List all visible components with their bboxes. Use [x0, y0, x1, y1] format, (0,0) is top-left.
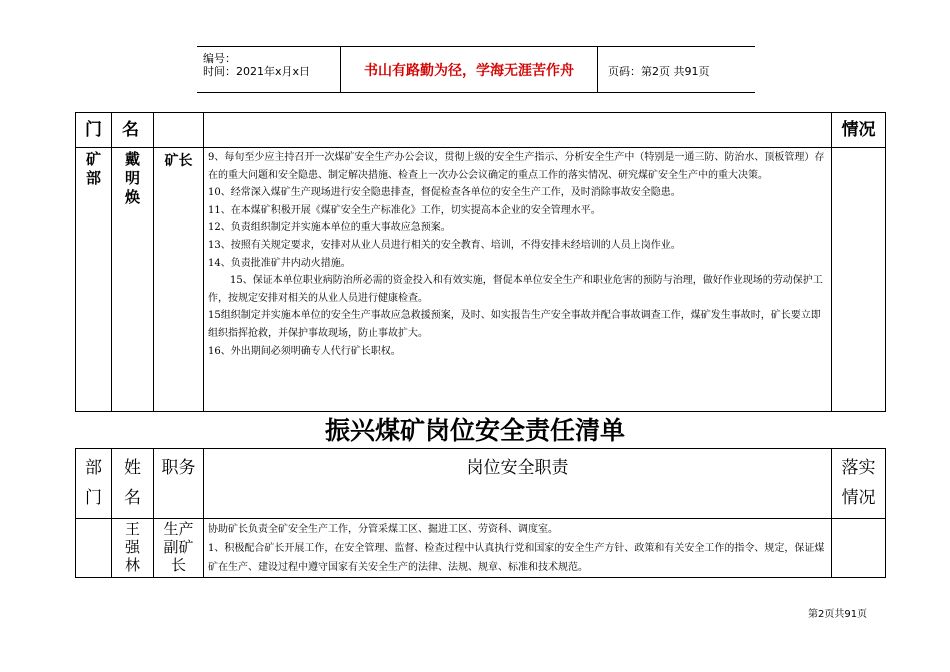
- name-cell: [112, 148, 154, 412]
- role-cell: 矿长: [154, 148, 204, 412]
- duty-item: 9、每旬至少应主持召开一次煤矿安全生产办公会议，贯彻上级的安全生产指示、分析安全生产中（特别是一通三防、防治水、顶板管理）存在的重大问题和安全隐患、制定解决措施、检查上一次办公会议确定的重点工作的落实情况、研究煤矿安全生产中的重大决策。: [208, 152, 825, 181]
- header-name: [112, 449, 154, 519]
- name-cell: [112, 519, 154, 578]
- table-row: [76, 148, 886, 412]
- table-row: [76, 519, 886, 578]
- header-status-text: 落实情况: [841, 458, 876, 508]
- duty-item: 10、经常深入煤矿生产现场进行安全隐患排查，督促检查各单位的安全生产工作，及时消除事故安全隐患。: [208, 187, 681, 199]
- motto-text: 书山有路勤为径，学海无涯苦作舟: [364, 63, 574, 79]
- duty-item: 16、外出期间必须明确专人代行矿长职权。: [208, 345, 401, 357]
- duties-cell: [204, 519, 832, 578]
- header-dept: [76, 449, 112, 519]
- duty-table-continued: [75, 112, 886, 412]
- header-duty: 岗位安全职责: [204, 449, 832, 519]
- header-status: [832, 449, 886, 519]
- page-number-label: 页码：第2页 共91页: [608, 65, 710, 78]
- duty-item: 协助矿长负责全矿安全生产工作，分管采煤工区、掘进工区、劳资科、调度室。: [208, 524, 558, 535]
- duties-cell: [204, 148, 832, 412]
- page-footer: 第2页共91页: [808, 609, 868, 620]
- header-dept-fragment: 门: [76, 113, 112, 148]
- duty-item: 13、按照有关规定要求，安排对从业人员进行相关的安全教育、培训，不得安排未经培训的人员上岗作业。: [208, 239, 681, 251]
- number-label: 编号：: [203, 52, 236, 65]
- dept-cell: [76, 519, 112, 578]
- name-text: 戴明焕: [124, 150, 140, 206]
- header-role-fragment: [154, 113, 204, 148]
- time-label: 时间：2021年x月x日: [203, 65, 311, 78]
- duty-item: 14、负责批准矿井内动火措施。: [208, 257, 351, 269]
- name-text: 王强林: [124, 520, 140, 574]
- dept-cell: [76, 148, 112, 412]
- duty-item: 12、负责组织制定并实施本单位的重大事故应急预案。: [208, 222, 451, 234]
- header-meta-cell: [197, 47, 341, 92]
- duty-table: [75, 448, 886, 578]
- table-header-row: [76, 113, 886, 148]
- header-status-fragment: 情况: [832, 113, 886, 148]
- status-cell: [832, 519, 886, 578]
- duty-item: 1、积极配合矿长开展工作，在安全管理、监督、检查过程中认真执行党和国家的安全生产方针、政策和有关安全工作的指令、规定，保证煤矿在生产、建设过程中遵守国家有关安全生产的法律、法规、规章、标准和技术规范。: [208, 543, 825, 573]
- header-page-cell: [598, 47, 755, 92]
- duty-item: 15、保证本单位职业病防治所必需的资金投入和有效实施，督促本单位安全生产和职业危害的预防与治理，做好作业现场的劳动保护工作，按规定安排对相关的从业人员进行健康检查。: [208, 275, 823, 304]
- duty-item: 11、在本煤矿积极开展《煤矿安全生产标准化》工作，切实提高本企业的安全管理水平。: [208, 204, 601, 216]
- document-title: 振兴煤矿岗位安全责任清单: [324, 416, 625, 445]
- role-cell: [154, 519, 204, 578]
- page-header: [197, 46, 755, 93]
- header-motto-cell: [341, 47, 598, 92]
- status-cell: [832, 148, 886, 412]
- table-header-row: [76, 449, 886, 519]
- header-name-text: 姓名: [124, 458, 141, 508]
- header-dept-text: 部门: [85, 458, 102, 508]
- header-name-fragment: 名: [112, 113, 154, 148]
- header-role: 职务: [154, 449, 204, 519]
- role-text: 生产副矿长: [163, 520, 194, 574]
- dept-text: 矿部: [85, 150, 101, 187]
- duty-item: 15组织制定并实施本单位的安全生产事故应急救援预案，及时、如实报告生产安全事故并配合事故调查工作，煤矿发生事故时，矿长要立即组织指挥抢救，并保护事故现场，防止事故扩大。: [208, 310, 821, 339]
- header-duty-fragment: [204, 113, 832, 148]
